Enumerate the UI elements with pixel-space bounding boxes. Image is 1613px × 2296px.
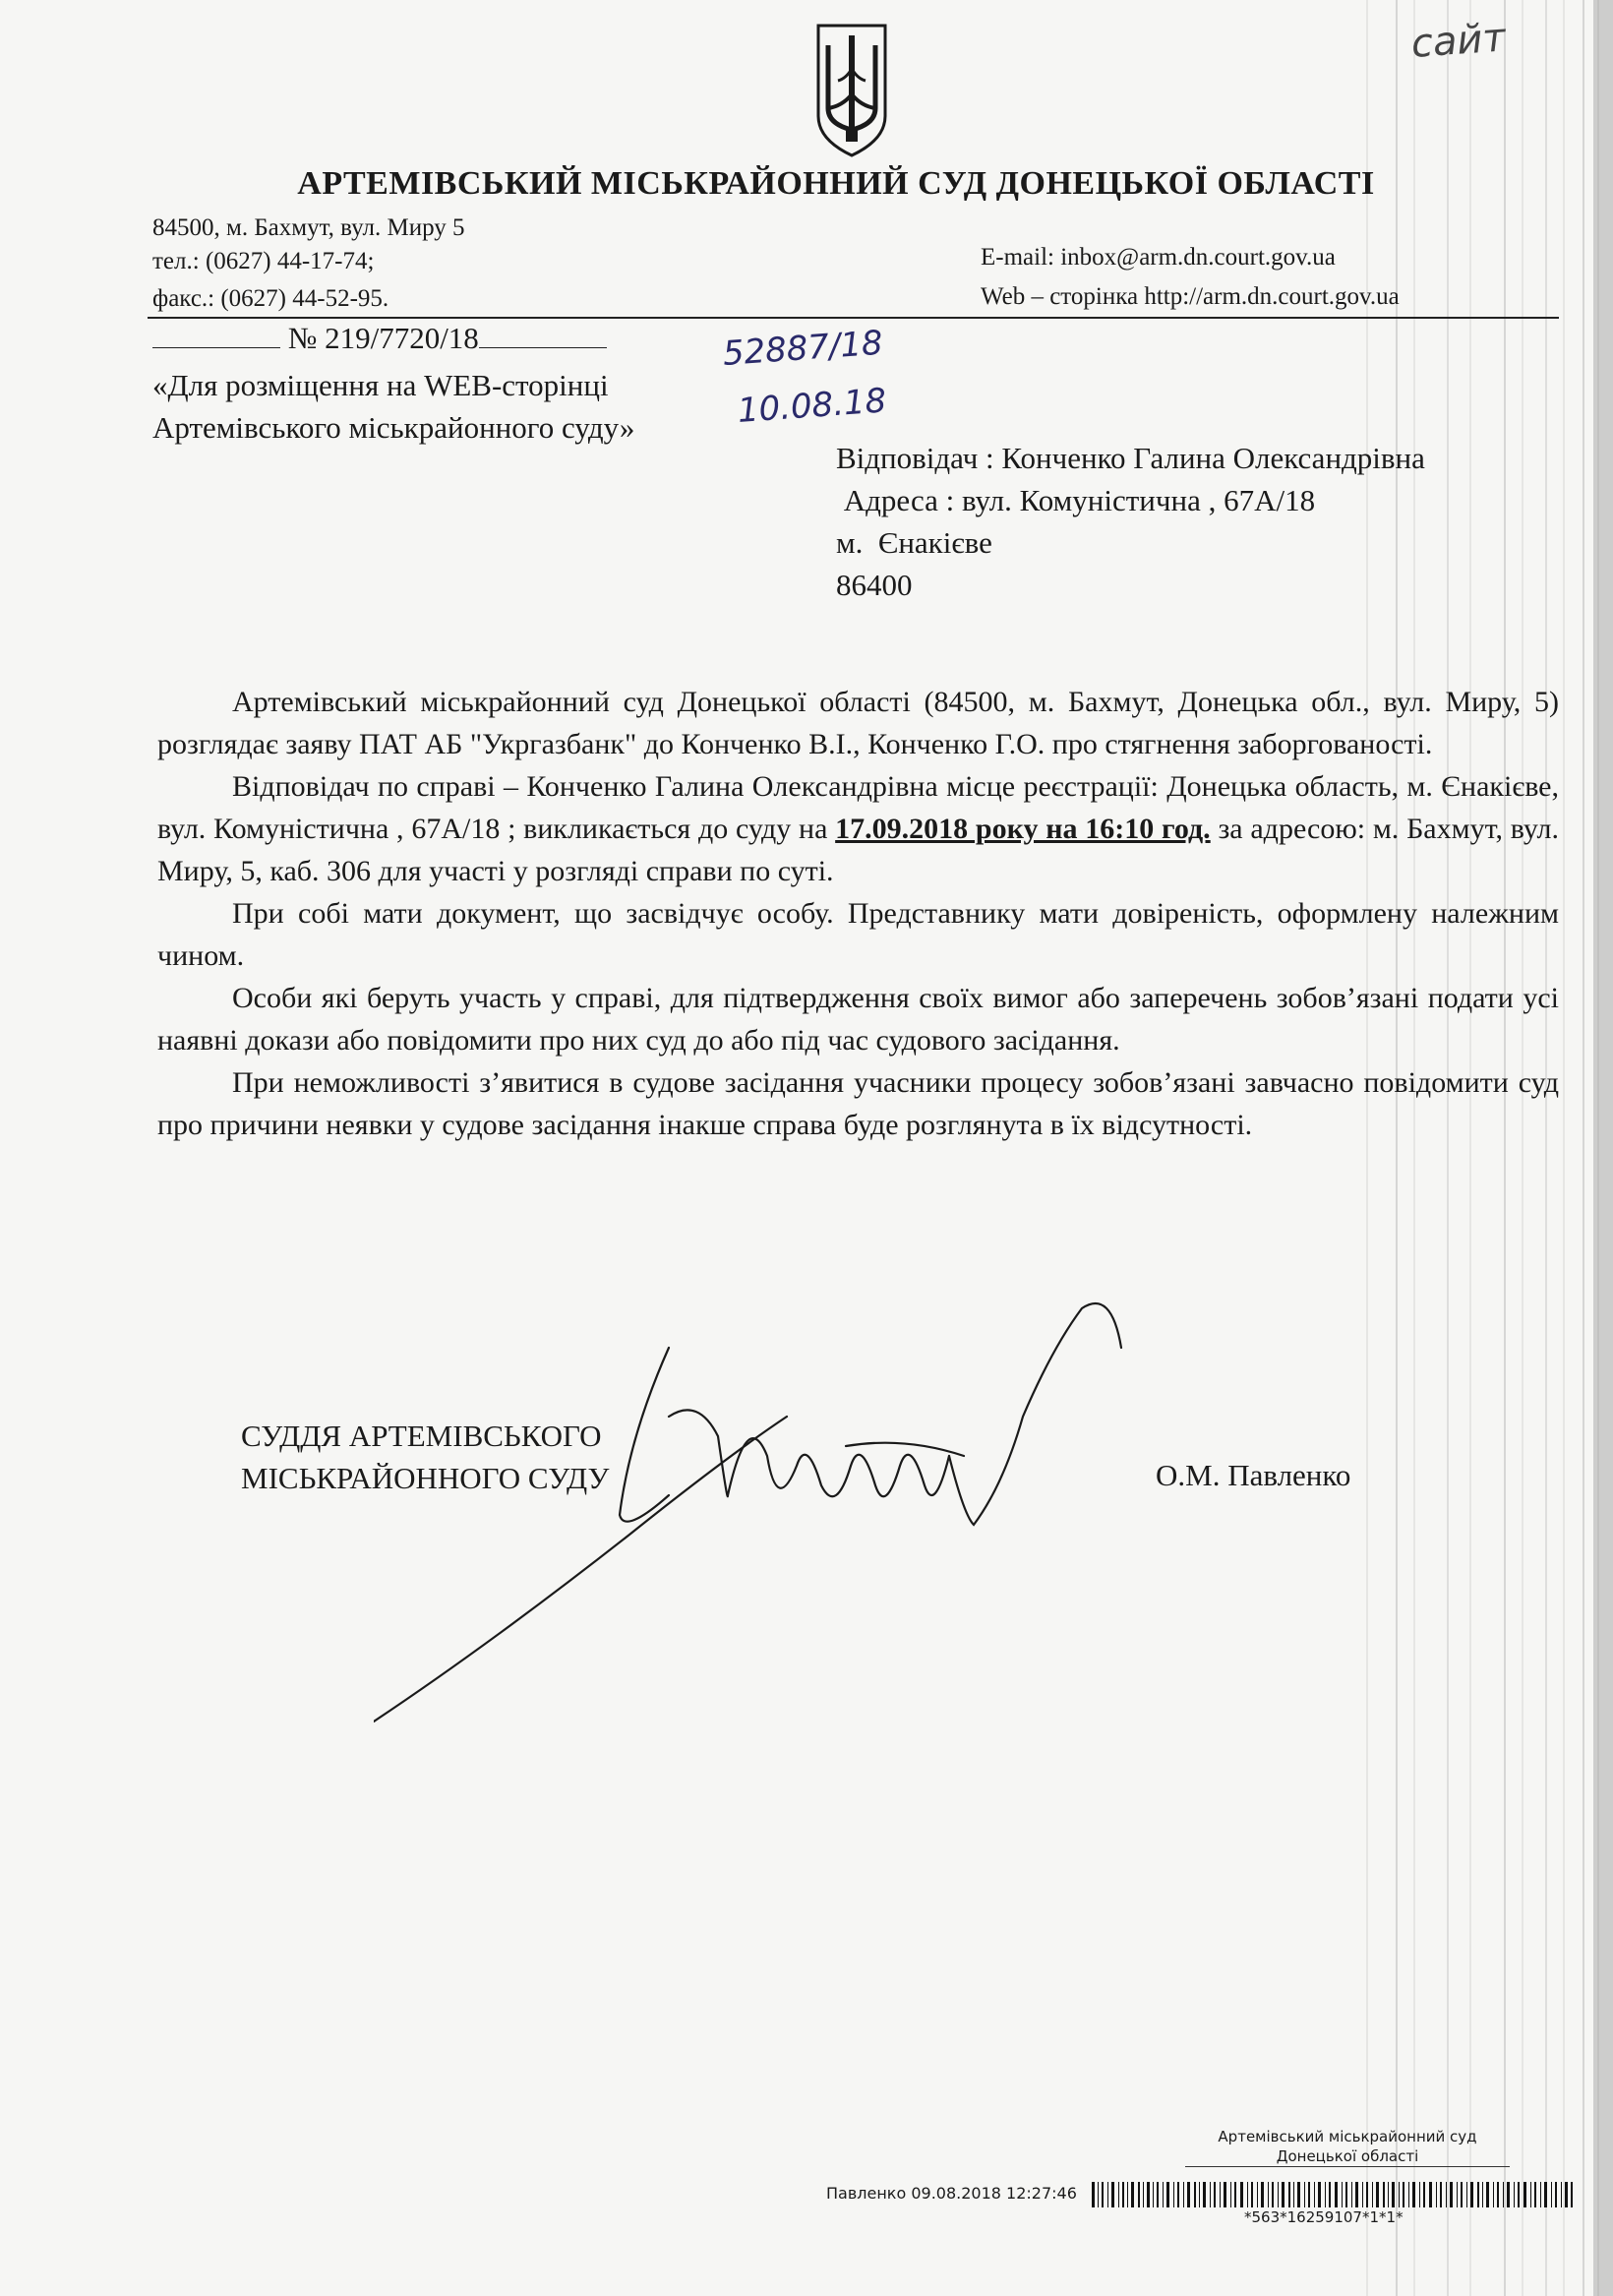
scan-noise	[1102, 0, 1613, 2296]
paragraph: При неможливості з’явитися в судове засідання учасники процесу зобов’язані завчасно повідомити суд про причини неявки у судове засідання інакше справа буде розглянута в їх відсутності.	[157, 1066, 1559, 1141]
summons-body	[157, 681, 1559, 1146]
court-website: Web – сторінка http://arm.dn.court.gov.ua	[981, 283, 1400, 310]
addressee-block	[836, 437, 1425, 606]
court-email: E-mail: inbox@arm.dn.court.gov.ua	[981, 244, 1336, 271]
handwritten-corner-note: сайт	[1409, 15, 1508, 67]
header-divider	[148, 317, 1559, 319]
handwritten-registration-date: 10.08.18	[736, 381, 888, 431]
paragraph-text: за адресою: м. Бахмут, вул. Миру, 5, каб. 306 для участі у розгляді справи по суті.	[157, 813, 1559, 887]
trident-emblem-icon	[812, 22, 891, 159]
addressee-line: Адреса : вул. Комуністична , 67А/18	[836, 483, 1316, 517]
court-phone: тел.: (0627) 44-17-74;	[152, 248, 375, 274]
barcode-number: *563*16259107*1*1*	[1244, 2208, 1404, 2226]
stamp-court-line: Донецької області	[1185, 2146, 1510, 2167]
paragraph: Особи які беруть участь у справі, для підтвердження своїх вимог або заперечень зобов’язані подати усі наявні докази або повідомити про них суд до або під час судового засідання.	[157, 982, 1559, 1057]
case-number: № 219/7720/18	[152, 321, 607, 356]
handwritten-registration-number: 52887/18	[721, 323, 884, 374]
handwritten-signature	[374, 1289, 1220, 1741]
addressee-line: 86400	[836, 568, 913, 602]
registration-info: Павленко 09.08.2018 12:27:46	[826, 2184, 1077, 2203]
stamp-court-line: Артемівський міськрайонний суд	[1218, 2128, 1477, 2145]
judge-title-line: СУДДЯ АРТЕМІВСЬКОГО	[241, 1419, 602, 1453]
court-fax: факс.: (0627) 44-52-95.	[152, 285, 389, 312]
paragraph: При собі мати документ, що засвідчує особу. Представнику мати довіреність, оформлену належним чином.	[157, 897, 1559, 972]
paragraph	[157, 765, 1559, 892]
web-note-line: Артемівського міськрайонного суду»	[152, 410, 635, 445]
registration-stamp	[1185, 2127, 1510, 2167]
addressee-line: Відповідач : Конченко Галина Олександрівна	[836, 441, 1425, 475]
court-title: АРТЕМІВСЬКИЙ МІСЬКРАЙОННИЙ СУД ДОНЕЦЬКОЇ ОБЛАСТІ	[297, 165, 1375, 202]
court-address: 84500, м. Бахмут, вул. Миру 5	[152, 214, 465, 241]
web-publication-note	[152, 364, 634, 449]
barcode	[1092, 2182, 1574, 2207]
addressee-line: м. Єнакієве	[836, 525, 992, 560]
judge-title-line: МІСЬКРАЙОННОГО СУДУ	[241, 1461, 610, 1495]
web-note-line: «Для розміщення на WEB-сторінці	[152, 368, 609, 402]
hearing-datetime: 17.09.2018 року на 16:10 год.	[835, 813, 1211, 845]
judge-name: О.М. Павленко	[1156, 1458, 1351, 1492]
paragraph-text: Відповідач по справі – Конченко Галина Олександрівна місце реєстрації: Донецька область, м. Єнакієве, вул. Комуністична , 67А/18 ; викликається до суду на	[157, 770, 1559, 845]
paragraph: Артемівський міськрайонний суд Донецької області (84500, м. Бахмут, Донецька обл., вул. Миру, 5) розглядає заяву ПАТ АБ "Укргазбанк" до Конченко В.І., Конченко Г.О. про стягнення заборгованості.	[157, 686, 1559, 760]
